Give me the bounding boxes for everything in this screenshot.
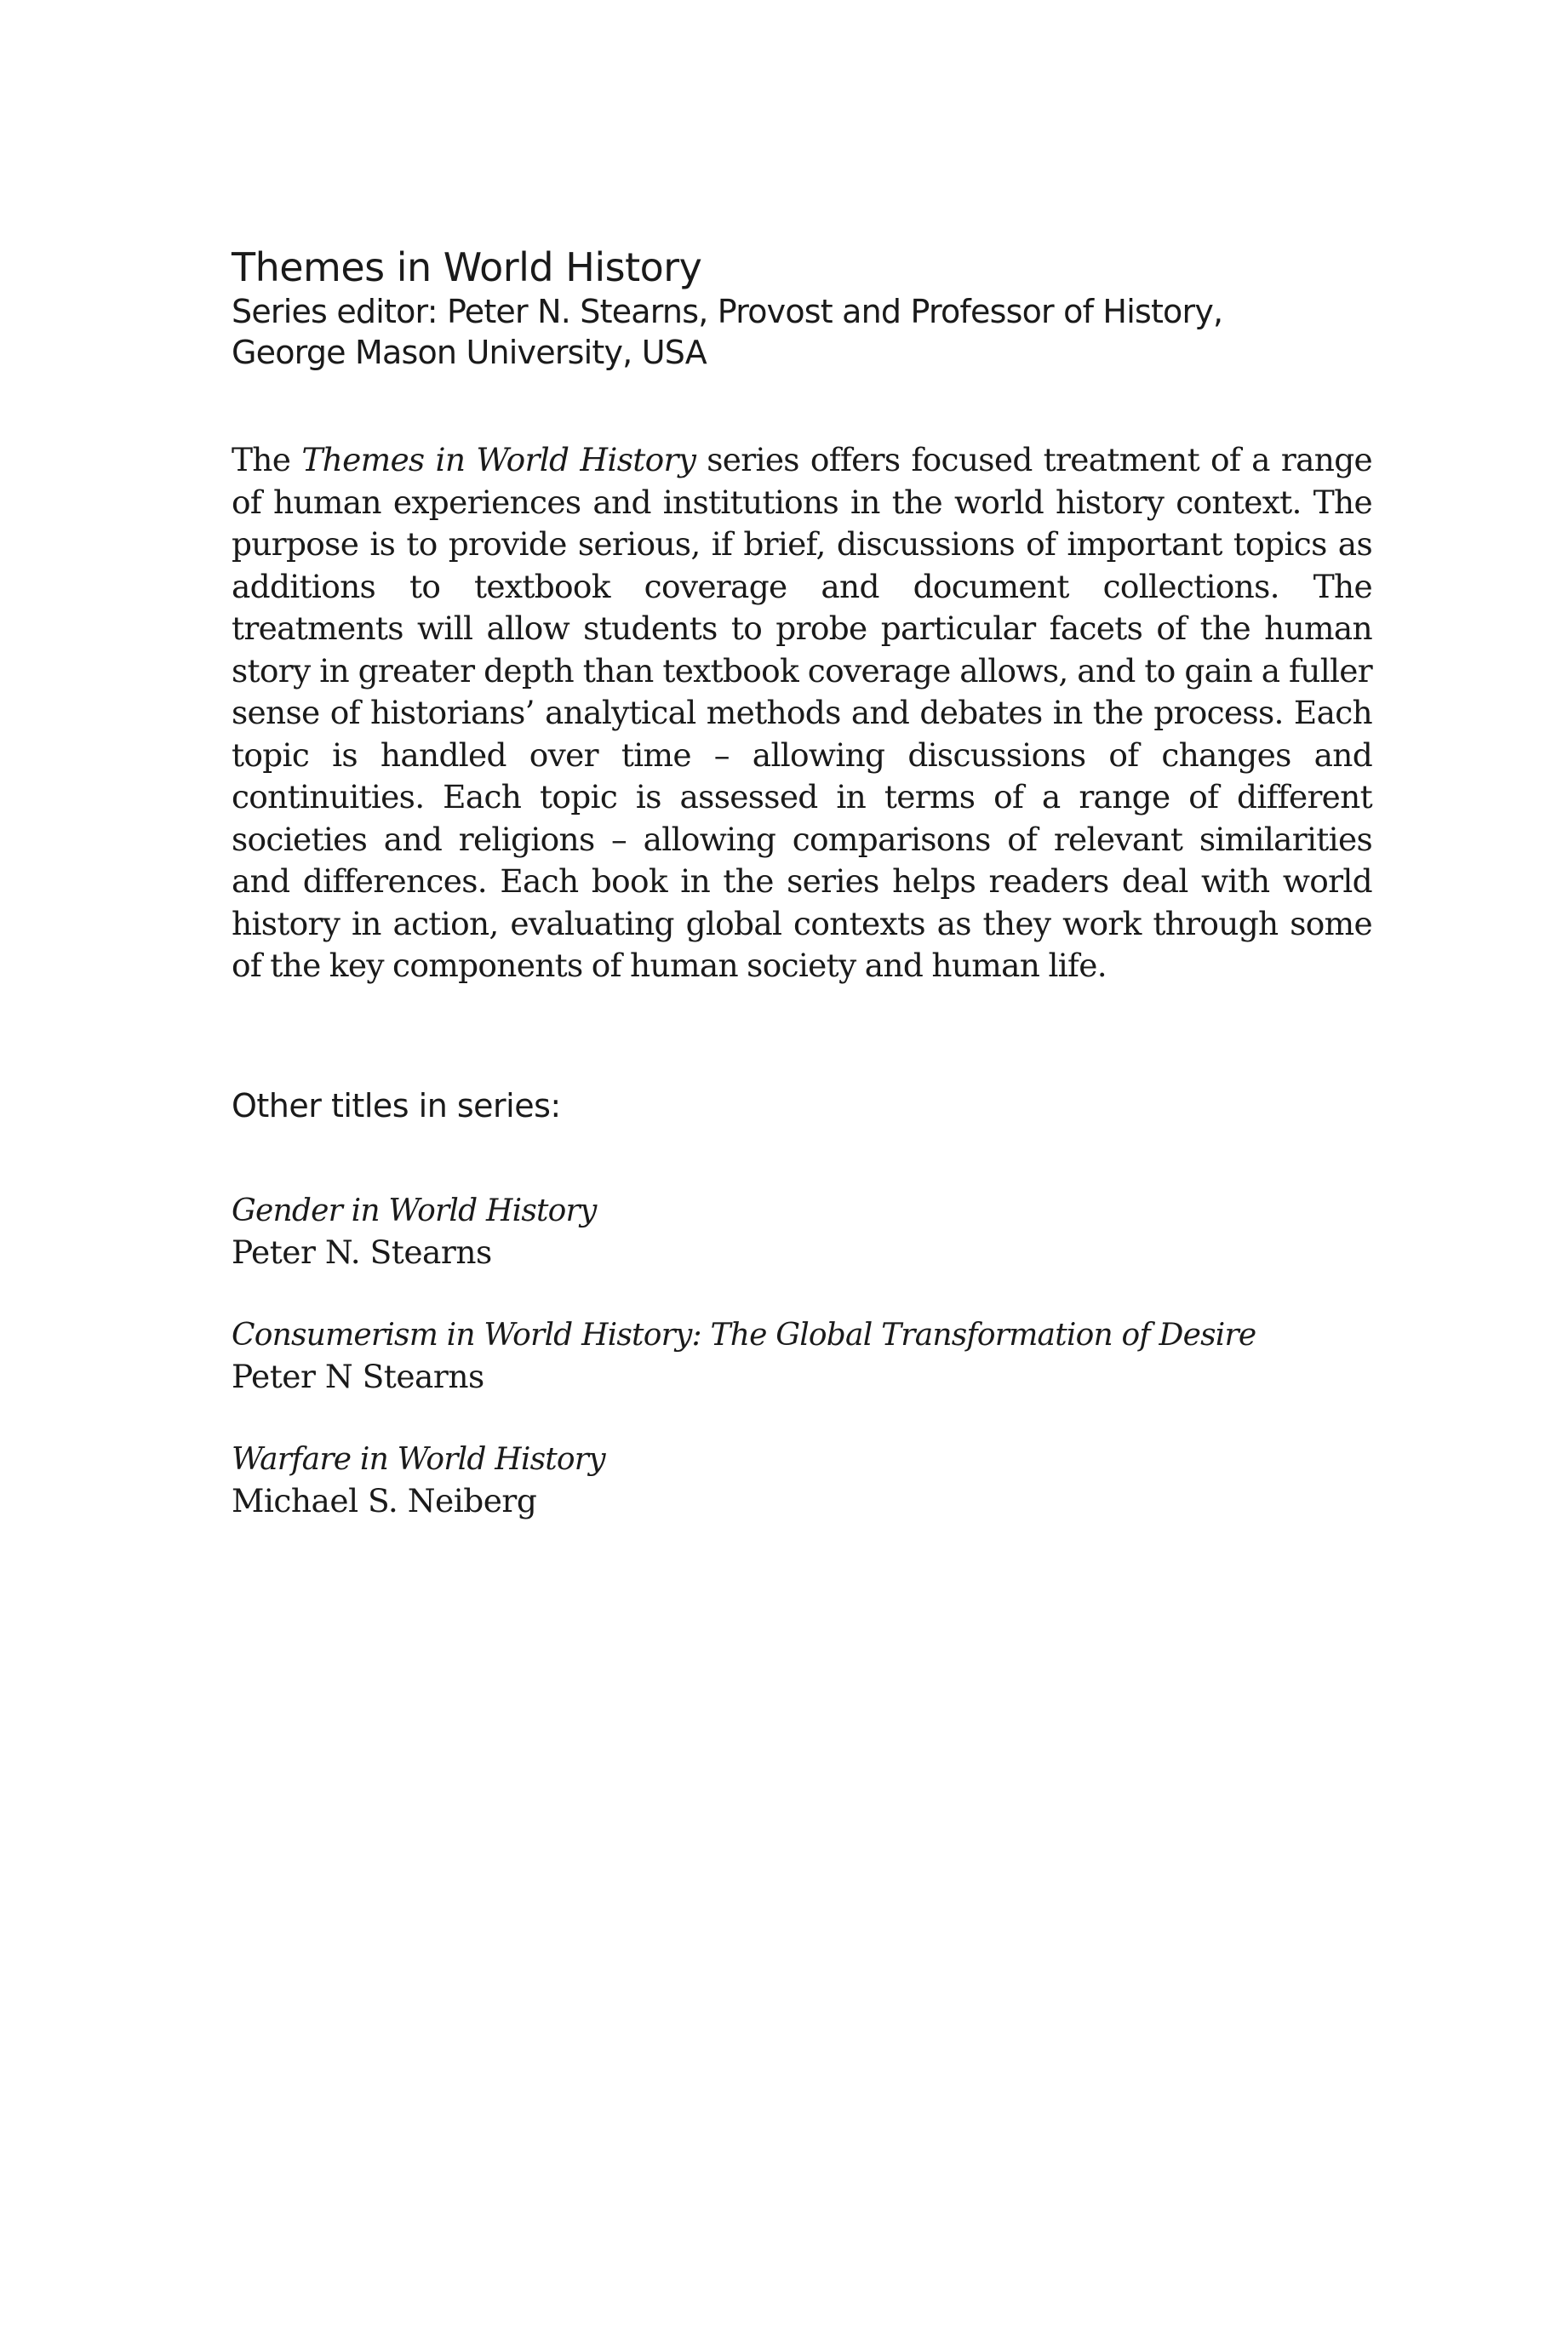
book-author: Peter N Stearns <box>232 1357 484 1395</box>
list-item <box>232 1439 1372 1521</box>
series-description <box>232 439 1372 987</box>
series-editor-line-1: Series editor: Peter N. Stearns, Provost and Professor of History, <box>232 293 1223 330</box>
description-body: series offers focused treatment of a range of human experiences and institutions in the world history context. The purpose is to provide serious, if brief, discussions of important topics as additions to textbook coverage and document collections. The treatments will allow students to probe particular facets of the human story in greater depth than textbook coverage allows, and to gain a fuller sense of historians’ analytical methods and debates in the process. Each topic is handled over time – allowing discussions of changes and continuities. Each topic is assessed in terms of a range of different societies and religions – allowing comparisons of relevant similarities and differences. Each book in the series helps readers deal with world history in action, evaluating global contexts as they work through some of the key components of human society and human life. <box>232 441 1372 984</box>
book-title: Consumerism in World History: The Global Transformation of Desire <box>232 1317 1256 1353</box>
series-editor <box>232 291 1372 373</box>
description-series-name: Themes in World History <box>301 441 696 478</box>
book-author: Peter N. Stearns <box>232 1233 492 1271</box>
list-item <box>232 1315 1372 1397</box>
list-item <box>232 1191 1372 1273</box>
series-page-content <box>232 243 1372 1564</box>
other-titles-heading: Other titles in series: <box>232 1086 561 1124</box>
book-title: Gender in World History <box>232 1193 597 1228</box>
other-titles-list <box>232 1191 1372 1521</box>
book-author: Michael S. Neiberg <box>232 1481 537 1519</box>
book-title: Warfare in World History <box>232 1441 605 1477</box>
series-editor-line-2: George Mason University, USA <box>232 334 707 371</box>
description-lead: The <box>232 441 302 478</box>
series-title: Themes in World History <box>232 244 702 290</box>
